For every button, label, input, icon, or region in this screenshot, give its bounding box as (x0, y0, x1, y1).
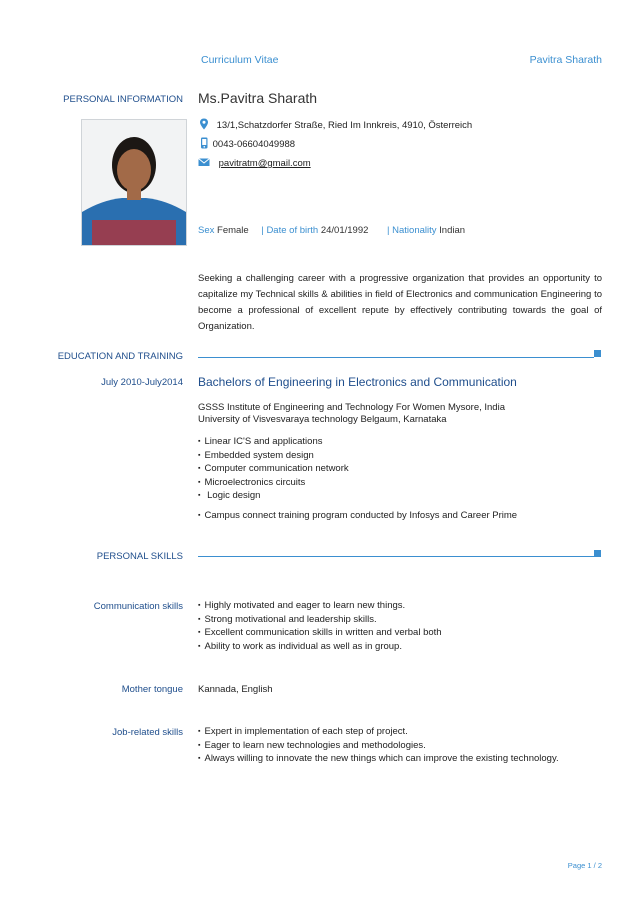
phone-row (198, 137, 295, 150)
job-skills-label: Job-related skills (112, 727, 183, 738)
mother-tongue-value: Kannada, English (198, 684, 273, 695)
sex-label: Sex (198, 225, 215, 236)
nationality-label: | Nationality (387, 225, 437, 236)
section-divider (198, 357, 594, 358)
list-item: ▪ Microelectronics circuits (198, 477, 349, 491)
personal-skills-label: PERSONAL SKILLS (96, 551, 183, 562)
training-list (198, 510, 517, 524)
job-skills-list (198, 726, 559, 767)
personal-details (198, 225, 465, 236)
phone: 0043-06604049988 (212, 139, 296, 150)
email-link[interactable]: pavitratm@gmail.com (218, 158, 311, 169)
list-item: ▪ Computer communication network (198, 463, 349, 477)
profile-photo (81, 119, 187, 246)
education-dates: July 2010-July2014 (101, 377, 183, 388)
communication-skills-label: Communication skills (93, 601, 183, 612)
address-row (198, 118, 472, 131)
list-item: ▪ Logic design (198, 490, 349, 504)
header-name: Pavitra Sharath (529, 54, 602, 66)
cv-title: Curriculum Vitae (201, 54, 279, 66)
address: 13/1,Schatzdorfer Straße, Ried Im Innkreis, 4910, Österreich (216, 120, 473, 131)
page-number: Page 1 / 2 (567, 861, 602, 870)
list-item: ▪ Excellent communication skills in written and verbal both (198, 627, 442, 641)
personal-info-label: PERSONAL INFORMATION (63, 94, 183, 105)
subjects-list (198, 436, 349, 504)
full-name: Ms.Pavitra Sharath (198, 90, 318, 106)
list-item: ▪ Linear IC'S and applications (198, 436, 349, 450)
list-item: ▪ Eager to learn new technologies and methodologies. (198, 740, 559, 754)
sex-value: Female (217, 225, 249, 236)
university-name: University of Visvesvaraya technology Belgaum, Karnataka (198, 414, 447, 425)
list-item: ▪ Strong motivational and leadership skills. (198, 614, 442, 628)
phone-icon (198, 137, 210, 149)
list-item: ▪ Expert in implementation of each step of project. (198, 726, 559, 740)
section-divider-square (594, 350, 601, 357)
list-item: ▪ Ability to work as individual as well as in group. (198, 641, 442, 655)
section-divider-square (594, 550, 601, 557)
mother-tongue-label: Mother tongue (121, 684, 183, 695)
list-item: ▪ Embedded system design (198, 450, 349, 464)
list-item: ▪ Always willing to innovate the new things which can improve the existing technology. (198, 753, 559, 767)
communication-skills-list (198, 600, 442, 654)
list-item: ▪ Highly motivated and eager to learn new things. (198, 600, 442, 614)
nationality-value: Indian (439, 225, 466, 236)
location-pin-icon (198, 118, 210, 130)
list-item: ▪ Campus connect training program conducted by Infosys and Career Prime (198, 510, 517, 524)
dob-value: 24/01/1992 (320, 225, 369, 236)
career-objective: Seeking a challenging career with a progressive organization that provides an opportunity to capitalize my Technical skills & abilities in field of Electronics and communication Engineering to become a professional of excellent repute by effectively contributing towards the goal of Organization. (198, 273, 602, 332)
envelope-icon (198, 156, 210, 168)
email-row (198, 156, 311, 169)
education-label: EDUCATION AND TRAINING (57, 351, 183, 362)
dob-label: | Date of birth (261, 225, 319, 236)
institute-name: GSSS Institute of Engineering and Technology For Women Mysore, India (198, 402, 505, 413)
section-divider (198, 556, 594, 557)
degree-title: Bachelors of Engineering in Electronics and Communication (198, 375, 517, 389)
